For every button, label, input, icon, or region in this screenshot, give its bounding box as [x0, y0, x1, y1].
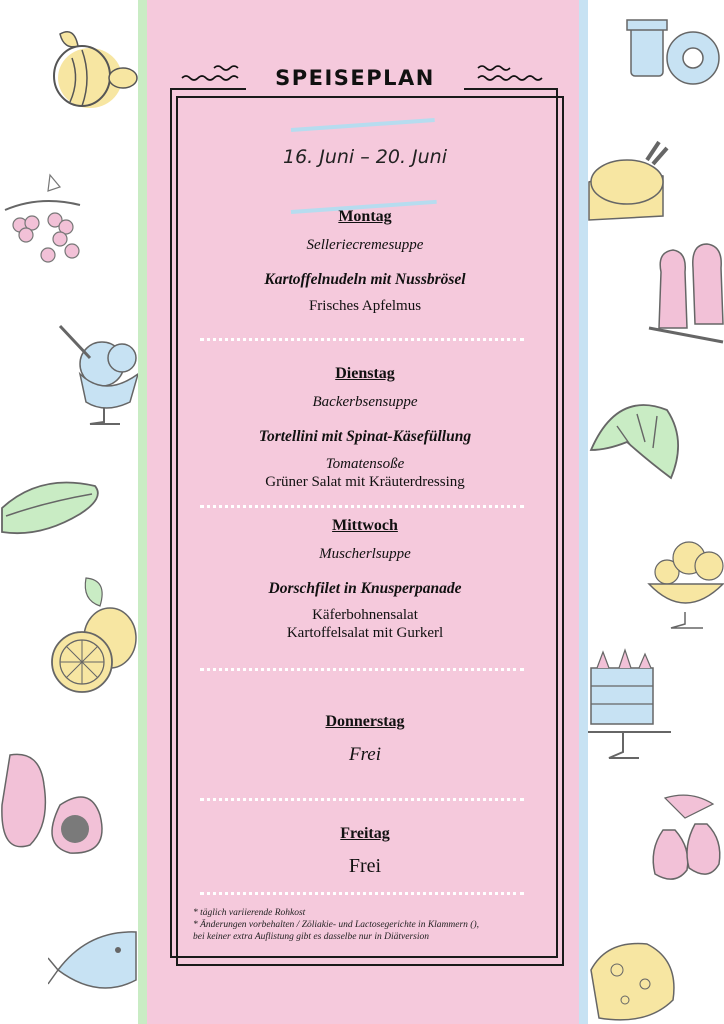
apple-icon: [20, 20, 140, 120]
lemon-icon: [38, 570, 138, 700]
cheese-icon: [587, 930, 677, 1024]
day-heading-montag: Montag: [338, 208, 392, 225]
side-dish-mittwoch-2: Kartoffelsalat mit Gurkerl: [286, 625, 444, 641]
footnote-3: bei keiner extra Auflistung gibt es dasselbe nur in Diätversion: [193, 932, 429, 942]
footnote-1: * täglich variierende Rohkost: [193, 908, 306, 918]
avocado-icon: [0, 745, 120, 865]
side-dish-dienstag-1: Tomatensoße: [325, 456, 405, 472]
side-dish-dienstag-2: Grüner Salat mit Kräuterdressing: [265, 474, 465, 490]
day-heading-mittwoch: Mittwoch: [332, 517, 398, 534]
mint-stripe: [138, 0, 147, 1024]
squiggle-right-icon: [476, 64, 544, 86]
fruit-bowl-icon: [647, 532, 724, 632]
main-dish-mittwoch: Dorschfilet in Knusperpanade: [268, 580, 462, 597]
day-heading-donnerstag: Donnerstag: [325, 713, 405, 730]
coffee-donut-icon: [625, 14, 724, 94]
soup-mittwoch: Muscherlsuppe: [319, 546, 411, 562]
divider: [200, 892, 524, 895]
right-decoration-column: [587, 0, 724, 1024]
day-heading-freitag: Freitag: [340, 825, 390, 842]
note-donnerstag: Frei: [348, 744, 381, 765]
sandwich-icon: [0, 468, 105, 543]
soup-dienstag: Backerbsensuppe: [312, 394, 418, 410]
divider: [200, 668, 524, 671]
pears-icon: [645, 790, 724, 890]
croissant-icon: [587, 390, 682, 490]
roast-chicken-icon: [587, 138, 687, 233]
grapes-icon: [0, 165, 95, 275]
side-dish-montag-1: Frisches Apfelmus: [308, 298, 422, 314]
divider: [200, 798, 524, 801]
main-dish-montag: Kartoffelnudeln mit Nussbrösel: [264, 271, 466, 288]
salt-pepper-icon: [647, 232, 724, 352]
sky-stripe: [579, 0, 588, 1024]
ice-cream-icon: [50, 318, 140, 428]
divider: [200, 338, 524, 341]
fish-icon: [48, 920, 138, 1000]
footnote-2: * Änderungen vorbehalten / Zöliakie- und Lactosegerichte in Klammern (),: [193, 920, 480, 930]
cake-icon: [587, 640, 677, 765]
left-decoration-column: [0, 0, 138, 1024]
title-block: [180, 58, 556, 108]
note-freitag: Frei: [348, 855, 382, 877]
date-range: 16. Juni – 20. Juni: [282, 146, 448, 168]
divider: [200, 505, 524, 508]
soup-montag: Selleriecremesuppe: [306, 237, 424, 253]
page-title: SPEISEPLAN: [246, 64, 464, 92]
squiggle-left-icon: [180, 64, 244, 86]
main-dish-dienstag: Tortellini mit Spinat-Käsefüllung: [258, 428, 472, 445]
side-dish-mittwoch-1: Käferbohnensalat: [312, 607, 418, 623]
day-heading-dienstag: Dienstag: [335, 365, 395, 382]
